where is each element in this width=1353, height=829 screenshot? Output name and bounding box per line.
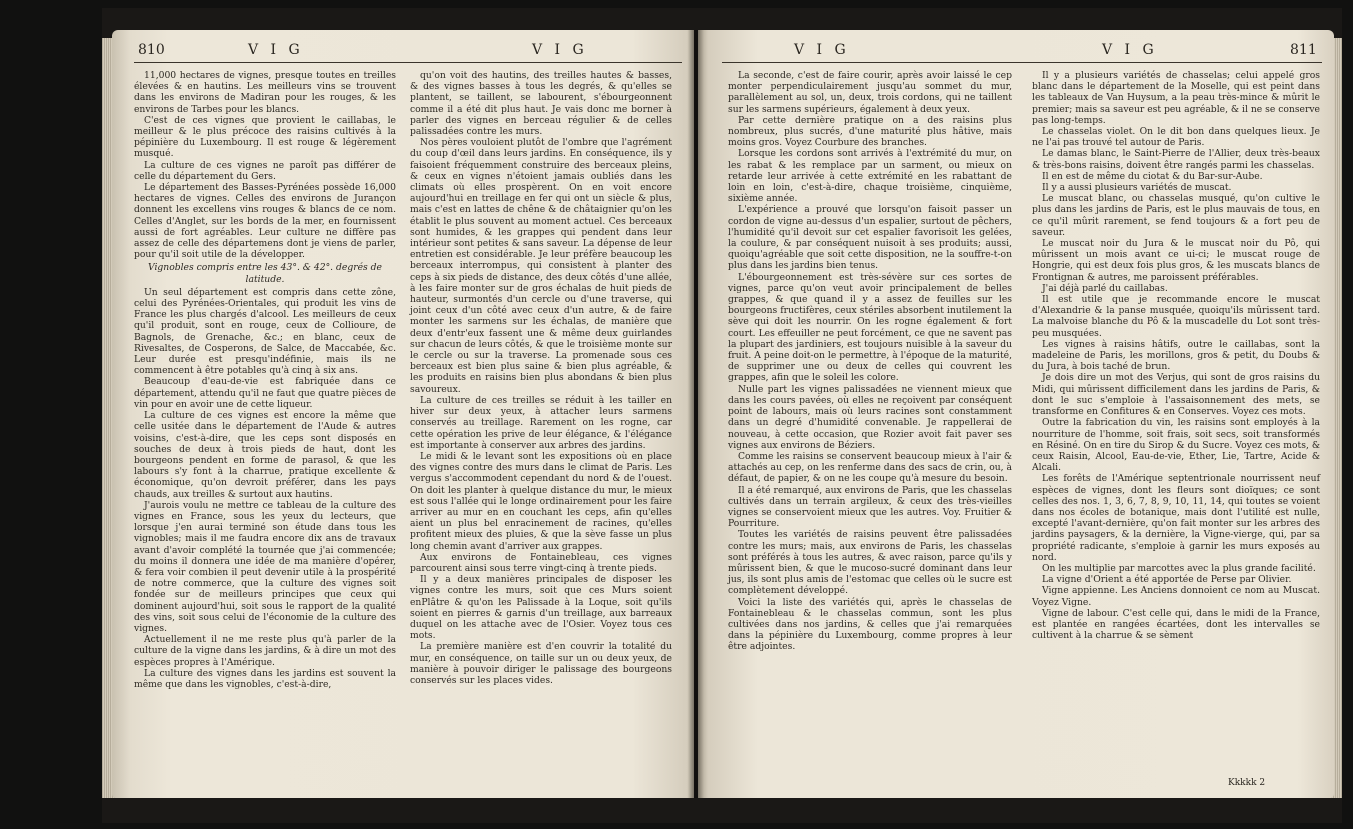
paragraph: Les forêts de l'Amérique septentrionale nourrissent neuf espèces de vignes, dont les fleurs sont dioïques; ce sont celles des nos. 1, 3, 6, 7, 8, 9, 10, 11, 14, qui toutes se voient dans nos écoles de botanique, mais dont l'utilité est nulle, excepté l'avant-dernière, qu'on fait monter sur les arbres des jardins paysagers, & la dernière, la Vigne-vierge, qui, par sa propriété radicante, s'emploie à garnir les murs exposés au nord.: [1032, 473, 1320, 563]
paragraph: Vigne appienne. Les Anciens donnoient ce nom au Muscat. Voyez Vigne.: [1032, 585, 1320, 608]
paragraph: Lorsque les cordons sont arrivés à l'extrémité du mur, on les rabat & les remplace par un sarment, ou mieux on retarde leur arrivée à cette extrémité en les rabattant de loin en loin, c'est-à-dire, chaque troisième, cinquième, sixième année.: [728, 148, 1012, 205]
paragraph: Toutes les variétés de raisins peuvent être palissadées contre les murs; mais, aux environs de Paris, les chasselas sont préférés à tous les autres, & avec raison, parce qu'ils y mûrissent bien, & que le mucoso-sucré dominant dans leur jus, ils sont plus amis de l'estomac que celles où le sucre est complètement développé.: [728, 529, 1012, 597]
running-head: V I G: [248, 42, 304, 58]
paragraph: Voici la liste des variétés qui, après le chasselas de Fontainebleau & le chasselas commun, sont les plus cultivées dans nos jardins, & celles que j'ai remarquées dans la pépinière du Luxembourg, comme propres à leur être adjointes.: [728, 596, 1012, 653]
paragraph: Le damas blanc, le Saint-Pierre de l'Allier, deux très-beaux & très-bons raisins, doivent être rangés parmi les chasselas.: [1032, 148, 1320, 171]
paragraph: Nulle part les vignes palissadées ne viennent mieux que dans les cours pavées, où elles ne reçoivent par conséquent point de labours, mais où leurs racines sont constamment dans un degré d'humidité convenable. Je rappellerai de nouveau, à cette occasion, que Rozier avoit fait paver ses vignes aux environs de Béziers.: [728, 383, 1012, 451]
text-column-left: [728, 70, 1012, 653]
text-column-left: [134, 70, 396, 690]
paragraph: La culture de ces vignes est encore la même que celle usitée dans le département de l'Aude & autres voisins, c'est-à-dire, que les ceps sont disposés en souches de deux à trois pieds de haut, dont les bourgeons pendent en forme de parasol, & que les labours s'y font à la charrue, pratique excellente & économique, qu'on devroit préférer, dans les pays chauds, aux treilles & surtout aux hautins.: [134, 410, 396, 500]
paragraph: J'ai déjà parlé du caillabas.: [1042, 282, 1168, 294]
paragraph: Outre la fabrication du vin, les raisins sont employés à la nourriture de l'homme, soit frais, soit secs, soit transformés en Résiné. On en tire du Sirop & du Sucre. Voyez ces mots, & ceux Raisin, Alcool, Eau-de-vie, Ether, Lie, Tartre, Acide & Alcali.: [1032, 417, 1320, 474]
paragraph: Le muscat noir du Jura & le muscat noir du Pô, qui mûrissent un mois avant ce ui-ci; le muscat rouge de Hongrie, qui est deux fois plus gros, & les muscats blancs de Frontignan & autres, me paroissent préférables.: [1032, 238, 1320, 283]
paragraph: Il est utile que je recommande encore le muscat d'Alexandrie & la panse musquée, quoiqu'ils mûrissent tard. La malvoise blanche du Pô & la muscadelle du Lot sont très-peu musquées.: [1032, 294, 1320, 339]
header-rule: [134, 62, 682, 63]
paragraph: 11,000 hectares de vignes, presque toutes en treilles élevées & en hautins. Les meilleurs vins se trouvent dans les environs de Madiran pour les rouges, & les environs de Tarbes pour les blancs.: [134, 70, 396, 115]
running-head-right: V I G: [1102, 42, 1158, 58]
paragraph: Il y a deux manières principales de disposer les vignes contre les murs, soit que ces Murs soient enPlâtre & qu'on les Palissade à la Loque, soit qu'ils soient en pierres & garnis d'un treillage, aux barreaux duquel on les attache avec de l'Osier. Voyez tous ces mots.: [410, 574, 672, 642]
signature-mark: Kkkkk 2: [1228, 778, 1266, 788]
paragraph: Aux environs de Fontainebleau, ces vignes parcourent ainsi sous terre vingt-cinq à trente pieds.: [410, 551, 672, 574]
header-rule: [722, 62, 1322, 63]
paragraph: La première manière est d'en couvrir la totalité du mur, en conséquence, on taille sur un ou deux yeux, de manière à pouvoir diriger le palissage des bourgeons conservés sur les places vides.: [410, 641, 672, 686]
text-column-right: [410, 70, 672, 686]
paragraph: Le chasselas violet. On le dit bon dans quelques lieux. Je ne l'ai pas trouvé tel autour de Paris.: [1032, 126, 1320, 149]
left-page: [112, 30, 694, 798]
paragraph: Vigne de labour. C'est celle qui, dans le midi de la France, est plantée en rangées écartées, dont les intervalles se cultivent à la charrue & se sèment: [1032, 607, 1320, 642]
paragraph: Le midi & le levant sont les expositions où en place des vignes contre des murs dans le climat de Paris. Les vergus s'accommodent cependant du nord & de l'ouest. On doit les planter à quelque distance du mur, le mieux est sous l'allée qui le longe ordinairement pour les faire arriver au mur en en couchant les ceps, afin qu'elles aient un plus bel enracinement de racines, qu'elles profitent mieux des pluies, & que la sève fasse un plus long chemin avant d'arriver aux grappes.: [410, 450, 672, 552]
paragraph: Par cette dernière pratique on a des raisins plus nombreux, plus sucrés, d'une maturité plus hâtive, mais moins gros. Voyez Courbure des branches.: [728, 114, 1012, 149]
paragraph: La culture de ces vignes ne paroît pas différer de celle du département du Gers.: [134, 159, 396, 182]
paragraph: La culture des vignes dans les jardins est souvent la même que dans les vignobles, c'est-à-dire,: [134, 667, 396, 690]
paragraph: Beaucoup d'eau-de-vie est fabriquée dans ce département, attendu qu'il ne faut que quatre pièces de vin pour en avoir une de cette liqueur.: [134, 376, 396, 410]
paragraph: Il a été remarqué, aux environs de Paris, que les chasselas cultivés dans un terrain argileux, & ceux des très-vieilles vignes se conservoient mieux que les autres. Voy. Fruitier & Pourriture.: [728, 484, 1012, 530]
paragraph: Le muscat blanc, ou chasselas musqué, qu'on cultive le plus dans les jardins de Paris, est le plus mauvais de tous, en ce qu'il mûrit rarement, se fend toujours & a fort peu de saveur.: [1032, 193, 1320, 238]
paragraph: Les vignes à raisins hâtifs, outre le caillabas, sont la madeleine de Paris, les morillons, gros & petit, du Doubs & du Jura, à bois taché de brun.: [1032, 338, 1320, 373]
paragraph: La culture de ces treilles se réduit à les tailler en hiver sur deux yeux, à attacher leurs sarmens conservés au treillage. Rarement on les rogne, car cette opération les prive de leur élégance, & l'élégance est importante à conserver aux arbres des jardins.: [410, 394, 672, 451]
paragraph: J'aurois voulu ne mettre ce tableau de la culture des vignes en France, sous les yeux du lecteurs, que lorsque j'en aurai terminé son étude dans tous les vignobles; mais il me faudra encore dix ans de travaux avant d'avoir complété la tournée que j'ai commencée; du moins il donnera une idée de ma manière d'opérer, & fera voir combien il peut devenir utile à la prospérité de notre commerce, que la culture des vignes soit fondée sur de meilleurs principes que ceux qui dominent aujourd'hui, soit sous le rapport de la qualité des vins, soit sous celui de l'économie de la culture des vignes.: [134, 499, 396, 634]
paragraph: La vigne d'Orient a été apportée de Perse par Olivier.: [1042, 574, 1292, 586]
running-head: V I G: [794, 42, 850, 58]
page-number: 811: [1290, 42, 1317, 58]
paragraph: Il y a aussi plusieurs variétés de muscat.: [1042, 182, 1232, 194]
paragraph: Un seul département est compris dans cette zône, celui des Pyrénées-Orientales, qui produit les vins de France les plus chargés d'alcool. Les meilleurs de ceux qu'il produit, sont en rouge, ceux de Collioure, de Bagnols, de Grenache, &c.; en blanc, ceux de Rivesaltes, de Cosperons, de Salce, de Maccabée, &c. Leur durée est presqu'indéfinie, mais ils ne commencent à être potables qu'à cinq à six ans.: [134, 286, 396, 377]
paragraph: Je dois dire un mot des Verjus, qui sont de gros raisins du Midi, qui mûrissent difficilement dans les jardins de Paris, & dont le suc s'emploie à l'assaisonnement des mets, se transforme en Confitures & en Conserves. Voyez ces mots.: [1032, 372, 1320, 418]
paragraph: Vignobles compris entre les 43°. & 42°. degrés de latitude.: [147, 262, 382, 285]
paragraph: On les multiplie par marcottes avec la plus grande facilité.: [1042, 562, 1316, 574]
paragraph: La seconde, c'est de faire courir, après avoir laissé le cep monter perpendiculairement jusqu'au sommet du mur, parallèlement au sol, un, deux, trois cordons, qui ne taillent sur les sarmens supérieurs, également à deux yeux.: [728, 70, 1012, 115]
book-spread: [102, 8, 1342, 823]
paragraph: Actuellement il ne me reste plus qu'à parler de la culture de la vigne dans les jardins, & à dire un mot des espèces propres à l'Amérique.: [134, 634, 396, 668]
paragraph: Le département des Basses-Pyrénées possède 16,000 hectares de vignes. Celles des environs de Jurançon donnent les excellens vins rouges & blancs de ce nom. Celles d'Anglet, sur les bords de la mer, en fournissent aussi de fort agréables. Leur culture ne diffère pas assez de celle des départemens dont je viens de parler, pour qu'il soit utile de la développer.: [134, 182, 396, 261]
paragraph: Il en est de même du ciotat & du Bar-sur-Aube.: [1042, 170, 1263, 182]
paragraph: Il y a plusieurs variétés de chasselas; celui appelé gros blanc dans le département de la Moselle, qui est peint dans les tableaux de Van Huysum, a la peau très-mince & mûrit le premier; mais sa saveur est peu agréable, & il ne se conserve pas long-temps.: [1032, 70, 1320, 126]
paragraph: qu'on voit des hautins, des treilles hautes & basses, & des vignes basses à tous les degrés, & qu'elles se plantent, se taillent, se labourent, s'ébourgeonnent comme il a été dit plus haut. Je vais donc me borner à parler des vignes en berceau régulier & de celles palissadées contre les murs.: [410, 70, 672, 138]
right-page: [698, 30, 1334, 798]
paragraph: C'est de ces vignes que provient le caillabas, le meilleur & le plus précoce des raisins cultivés à la pépinière du Luxembourg. Il est rouge & légèrement musqué.: [134, 114, 396, 160]
text-column-right: [1032, 70, 1320, 641]
page-number: 810: [138, 42, 165, 58]
running-head-right: V I G: [532, 42, 588, 58]
paragraph: L'expérience a prouvé que lorsqu'on faisoit passer un cordon de vigne au-dessus d'un espalier, surtout de pêchers, l'humidité qu'il devoit sur cet espalier favorisoit les gelées, la coulure, & par conséquent nuisoit à ses produits; aussi, quoiqu'agréable que soit cette disposition, ne la souffre-t-on plus dans les jardins bien tenus.: [728, 204, 1012, 272]
gutter: [688, 30, 704, 798]
paragraph: L'ébourgeonnement est très-sévère sur ces sortes de vignes, parce qu'on veut avoir principalement de belles grappes, & que quand il y a assez de feuilles sur les bourgeons fructifères, ceux stériles absorbent inutilement la sève qui doit les nourrir. On les rogne également & fort court. Les effeuiller ne peut forcément, ce que ne savent pas la plupart des jardiniers, est toujours nuisible à la saveur du fruit. A peine doit-on le permettre, à l'époque de la maturité, de supprimer une ou deux de celles qui couvrent les grappes, afin que le soleil les colore.: [728, 271, 1012, 384]
paragraph: Nos pères vouloient plutôt de l'ombre que l'agrément du coup d'œil dans leurs jardins. En conséquence, ils y faisoient fréquemment construire des berceaux pleins, & ceux en vignes n'étoient jamais oubliés dans les climats où elles prospèrent. On en voit encore aujourd'hui en treillage en fer qui ont un siècle & plus, mais c'est en lattes de chêne & de châtaignier qu'on les établit le plus souvent au moment actuel. Ces berceaux sont humides, & les grappes qui pendent dans leur intérieur sont petites & sans saveur. La dépense de leur entretien est considérable. Je leur préfère beaucoup les berceaux interrompus, qui consistent à planter des ceps à six pieds de distance, des deux côtés d'une allée, à les faire monter sur de gros échalas de huit pieds de hauteur, surmontés d'un cercle ou d'une traverse, qui joint ceux d'un côté avec ceux d'un autre, & de faire monter les sarmens sur les échalas, de manière que deux d'entr'eux fassent une & même deux guirlandes sur chacun de leurs côtés, & que le troisième monte sur le cercle ou sur la traverse. La promenade sous ces berceaux est bien plus saine & bien plus agréable, & les produits en raisins bien plus abondans & bien plus savoureux.: [410, 137, 672, 395]
paragraph: Comme les raisins se conservent beaucoup mieux à l'air & attachés au cep, on les renferme dans des sacs de crin, ou, à défaut, de papier, & on ne les coupe qu'à mesure du besoin.: [728, 450, 1012, 485]
